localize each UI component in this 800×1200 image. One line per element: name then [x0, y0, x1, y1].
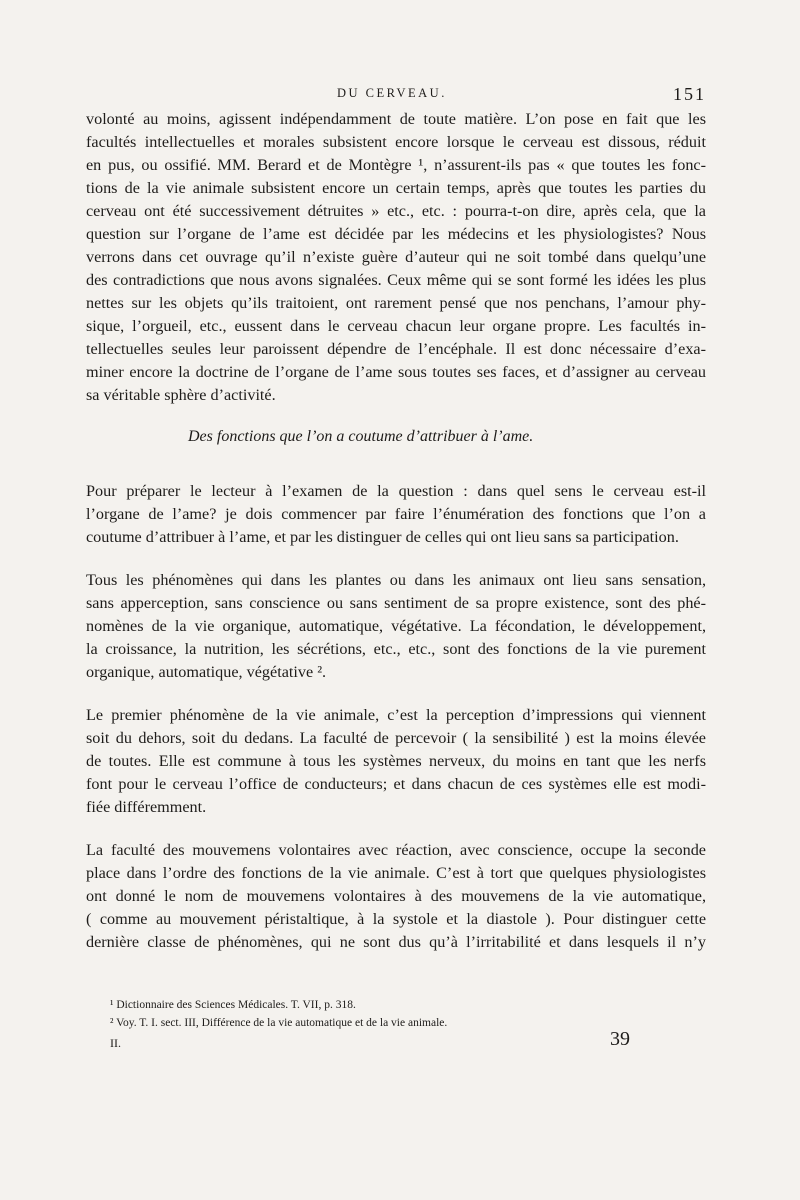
- text-line: Tous les phénomènes qui dans les plantes ou dans les animaux ont lieu sans sensation,: [86, 571, 706, 589]
- text-line: verrons dans cet ouvrage qu’il n’existe guère d’auteur qui ne soit tombé dans quelqu’une: [86, 248, 706, 266]
- text-line: soit du dehors, soit du dedans. La faculté de percevoir ( la sensibilité ) est la moins élevée: [86, 729, 706, 747]
- text-line: des contradictions que nous avons signalées. Ceux même qui se sont formé les idées les plus: [86, 271, 706, 289]
- paragraph: [86, 839, 706, 954]
- text-line: dernière classe de phénomènes, qui ne sont dus qu’à l’irritabilité et dans lesquels il n’y: [86, 933, 706, 951]
- text-line: l’organe de l’ame? je dois commencer par faire l’énumération des fonctions que l’on a: [86, 505, 706, 523]
- text-line: sique, l’orgueil, etc., eussent dans le cerveau chacun leur organe propre. Les facultés in-: [86, 317, 706, 335]
- section-2-text: [86, 480, 706, 954]
- footnote: ² Voy. T. I. sect. III, Différence de la vie automatique et de la vie animale.: [110, 1017, 448, 1029]
- sheet-number: 39: [610, 1028, 630, 1050]
- text-line: place dans l’ordre des fonctions de la vie animale. C’est à tort que quelques physiologistes: [86, 864, 706, 882]
- text-line: fiée différemment.: [86, 798, 207, 816]
- text-line: Le premier phénomène de la vie animale, c’est la perception d’impressions qui viennent: [86, 706, 706, 724]
- section-heading: Des fonctions que l’on a coutume d’attribuer à l’ame.: [188, 428, 534, 445]
- text-line: sans apperception, sans conscience ou sans sentiment de sa propre existence, sont des phé-: [86, 594, 706, 612]
- running-head: DU CERVEAU.: [337, 86, 447, 100]
- paragraph: [86, 704, 706, 819]
- text-line: tions de la vie animale subsistent encore un certain temps, après que toutes les parties du: [86, 179, 706, 197]
- text-line: facultés intellectuelles et morales subsistent encore lorsque le cerveau est dissous, réduit: [86, 133, 706, 151]
- text-line: en pus, ou ossifié. MM. Berard et de Montègre ¹, n’assurent-ils pas « que toutes les fonc-: [86, 156, 706, 174]
- section-1-text: [86, 108, 706, 407]
- text-line: nomènes de la vie organique, automatique, végétative. La fécondation, le développement,: [86, 617, 706, 635]
- text-line: question sur l’organe de l’ame est décidée par les médecins et les physiologistes? Nous: [86, 225, 706, 243]
- text-line: de toutes. Elle est commune à tous les systèmes nerveux, du moins en tant que les nerfs: [86, 752, 706, 770]
- text-line: volonté au moins, agissent indépendamment de toute matière. L’on pose en fait que les: [86, 110, 706, 128]
- text-line: sa véritable sphère d’activité.: [86, 386, 276, 404]
- paragraph: [86, 569, 706, 684]
- text-line: la croissance, la nutrition, les sécrétions, etc., etc., sont des fonctions de la vie purement: [86, 640, 706, 658]
- text-line: La faculté des mouvemens volontaires avec réaction, avec conscience, occupe la seconde: [86, 841, 706, 859]
- text-line: miner encore la doctrine de l’organe de l’ame sous toutes ses faces, et d’assigner au cerveau: [86, 363, 706, 381]
- footnotes: [110, 996, 670, 1032]
- page-number: 151: [673, 84, 706, 104]
- text-line: coutume d’attribuer à l’ame, et par les distinguer de celles qui ont lieu sans sa participation.: [86, 528, 679, 546]
- page-header: [0, 86, 800, 110]
- text-line: Pour préparer le lecteur à l’examen de la question : dans quel sens le cerveau est-il: [86, 482, 706, 500]
- signature-mark: II.: [110, 1036, 121, 1050]
- text-line: ont donné le nom de mouvemens volontaires à des mouvemens de la vie automatique,: [86, 887, 706, 905]
- paragraph: [86, 480, 706, 549]
- text-line: ( comme au mouvement péristaltique, à la systole et la diastole ). Pour distinguer cette: [86, 910, 706, 928]
- footnote: ¹ Dictionnaire des Sciences Médicales. T. VII, p. 318.: [110, 999, 356, 1011]
- text-line: organique, automatique, végétative ².: [86, 663, 327, 681]
- text-line: tellectuelles seules leur paroissent dépendre de l’encéphale. Il est donc nécessaire d’exa-: [86, 340, 706, 358]
- text-line: cerveau ont été successivement détruites » etc., etc. : pourra-t-on dire, après cela, que la: [86, 202, 706, 220]
- text-line: nettes sur les objets qu’ils traitoient, ont rarement pensé que nos penchans, l’amour phy-: [86, 294, 706, 312]
- text-line: font pour le cerveau l’office de conducteurs; et dans chacun de ces systèmes elle est modi-: [86, 775, 706, 793]
